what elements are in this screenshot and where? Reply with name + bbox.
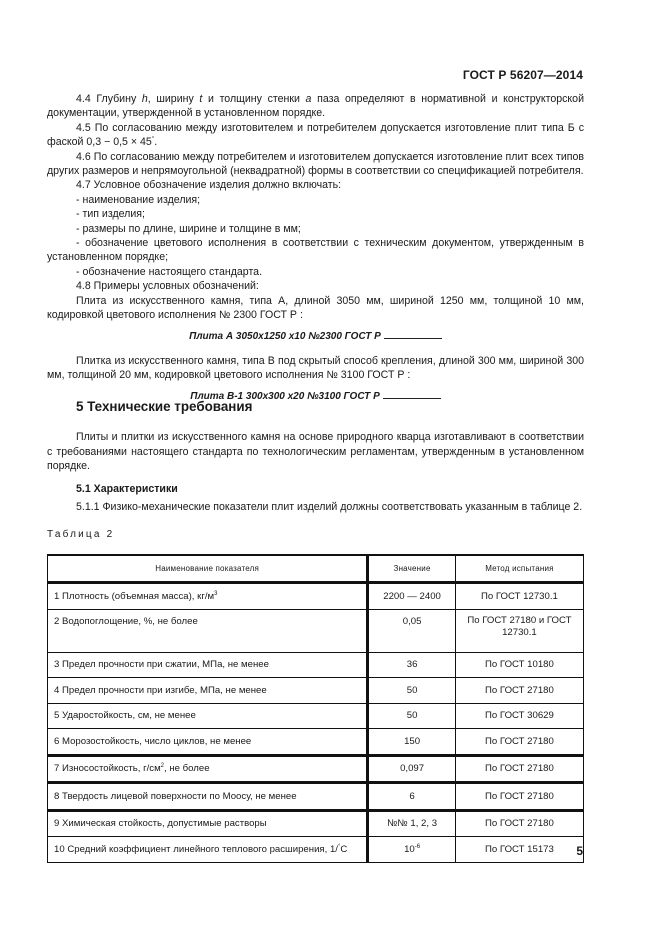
document-code-header: ГОСТ Р 56207—2014 xyxy=(462,68,583,82)
list-item: - тип изделия; xyxy=(76,208,145,221)
subsection-5-1-title: 5.1 Характеристики xyxy=(76,482,178,495)
blank-underline xyxy=(383,389,441,399)
paragraph-5-1-1: 5.1.1 Физико-механические показатели плит изделий должны соответствовать указанным в таблице 2. xyxy=(76,501,583,514)
paragraph-4-6: 4.6 По согласованию между потребителем и изготовителем допускается изготовление плит всех типов других размеров и непрямоугольной (неквадратной) формы в соответствии со спецификацией потребителя. xyxy=(47,150,584,178)
example-2-description: Плитка из искусственного камня, типа В под скрытый способ крепления, длиной 300 мм, шириной 300 мм, толщиной 20 мм, кодировкой цветового исполнения № 3100 ГОСТ Р : xyxy=(47,354,584,382)
section-5-intro: Плиты и плитки из искусственного камня на основе природного кварца изготавливают в соответствии с требованиями настоящего стандарта по технологическим регламентам, утвержденным в установленном порядке. xyxy=(47,431,584,473)
example-1-description: Плита из искусственного камня, типа А, длиной 3050 мм, шириной 1250 мм, толщиной 10 мм, кодировкой цветового исполнения № 2300 ГОСТ Р : xyxy=(47,294,584,322)
example-1-designation: Плита А 3050х1250 х10 №2300 ГОСТ Р xyxy=(47,329,584,344)
example-2-designation: Плита В-1 300х300 х20 №3100 ГОСТ Р xyxy=(47,389,584,404)
blank-underline xyxy=(384,329,442,339)
properties-table xyxy=(47,554,584,863)
table-row: 4 Предел прочности при изгибе, МПа, не менее 50 По ГОСТ 27180 xyxy=(48,678,584,704)
list-item: - обозначение цветового исполнения в соответствии с техническим документом, утвержденным в установленном порядке; xyxy=(47,237,584,264)
table-row: 5 Ударостойкость, см, не менее 50 По ГОСТ 30629 xyxy=(48,703,584,729)
table-row: 6 Морозостойкость, число циклов, не менее 150 По ГОСТ 27180 xyxy=(48,729,584,756)
section-5 xyxy=(47,400,584,543)
paragraph-4-5: 4.5 По согласованию между изготовителем и потребителем допускается изготовление плит типа Б с фаской 0,3 − 0,5 × 45°. xyxy=(47,121,584,149)
table-row: 9 Химическая стойкость, допустимые растворы №№ 1, 2, 3 По ГОСТ 27180 xyxy=(48,810,584,837)
table-row: 8 Твердость лицевой поверхности по Моосу, не менее 6 По ГОСТ 27180 xyxy=(48,783,584,811)
table-caption: Таблица 2 xyxy=(47,529,115,541)
paragraph-4-7: 4.7 Условное обозначение изделия должно включать: xyxy=(76,179,342,192)
page-number: 5 xyxy=(576,844,583,858)
column-header-name: Наименование показателя xyxy=(48,555,368,583)
table-row: 10 Средний коэффициент линейного теплового расширения, 1/°С $10^{-6}$ По ГОСТ 15173 xyxy=(48,837,584,863)
column-header-method: Метод испытания xyxy=(455,555,583,583)
table-row: 2 Водопоглощение, %, не более 0,05 По ГОСТ 27180 и ГОСТ 12730.1 xyxy=(48,609,584,652)
column-header-value: Значение xyxy=(368,555,456,583)
table-header-row xyxy=(48,555,584,583)
table-row: 7 Износостойкость, $г/см^2$, не более 0,097 По ГОСТ 27180 xyxy=(48,755,584,783)
table-row: 1 Плотность (объемная масса), $кг/м^3$ 2200 — 2400 По ГОСТ 12730.1 xyxy=(48,583,584,610)
section-5-title: 5 Технические требования xyxy=(76,399,253,414)
table-row: 3 Предел прочности при сжатии, МПа, не менее 36 По ГОСТ 10180 xyxy=(48,652,584,678)
list-item: - обозначение настоящего стандарта. xyxy=(76,265,263,278)
list-item: - наименование изделия; xyxy=(76,193,201,206)
paragraph-4-4: 4.4 Глубину h, ширину t и толщину стенки a паза определяют в нормативной и конструкторской документации, утвержденной в установленном порядке. xyxy=(47,93,584,120)
paragraph-4-8: 4.8 Примеры условных обозначений: xyxy=(76,280,259,293)
list-item: - размеры по длине, ширине и толщине в мм; xyxy=(76,222,301,235)
clause-4-text xyxy=(47,92,584,404)
